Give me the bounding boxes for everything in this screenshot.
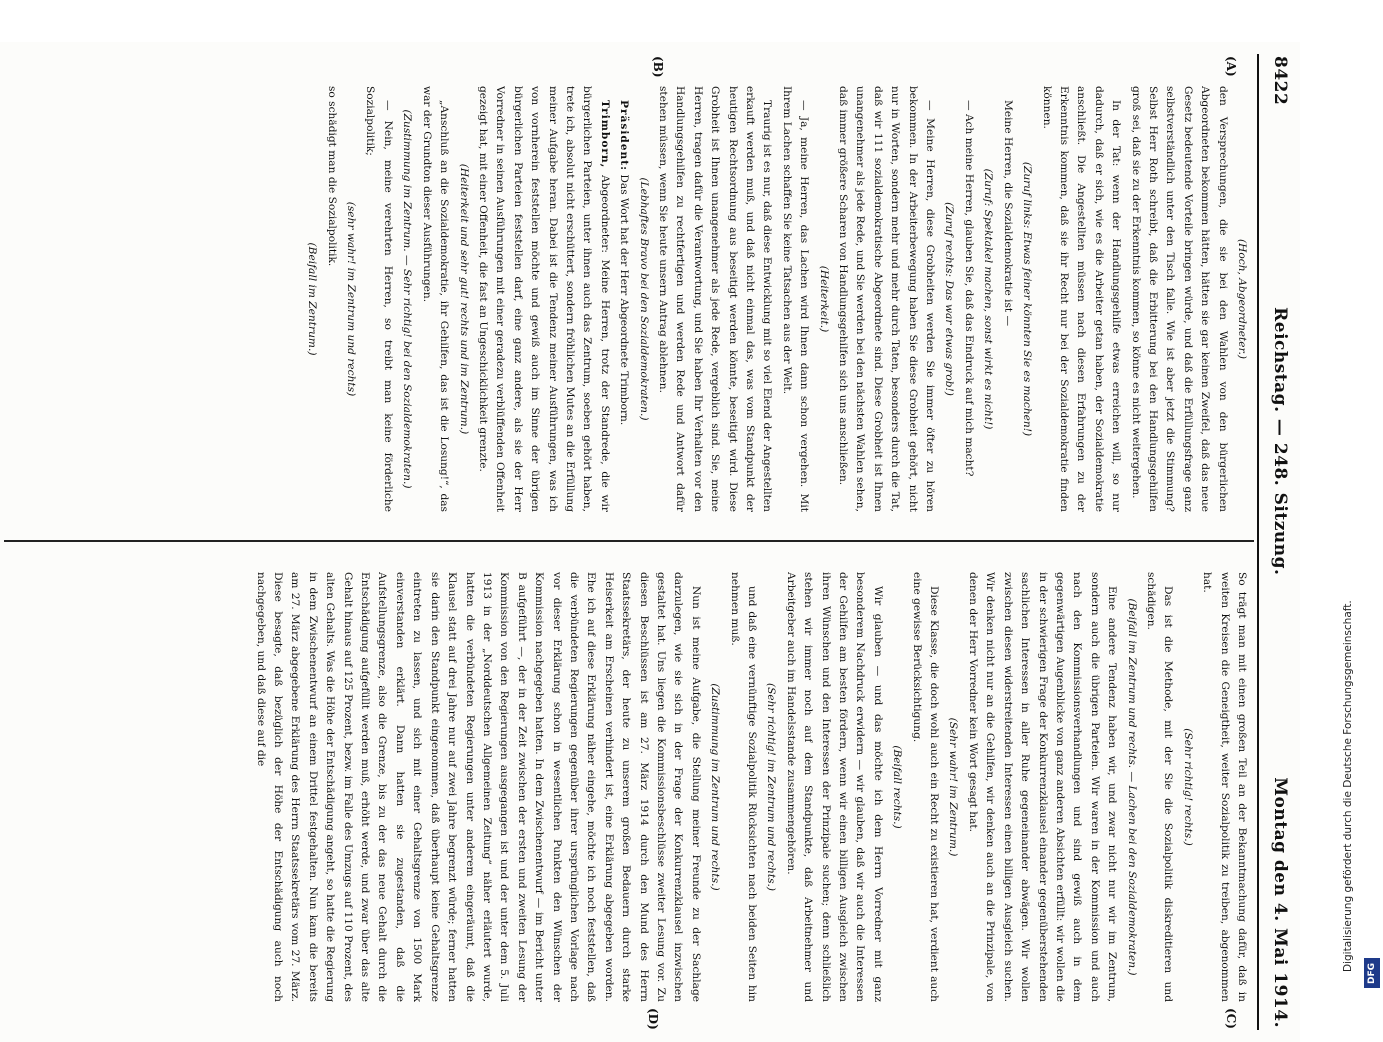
marker-a: (A) xyxy=(1224,56,1238,77)
paragraph-text: Meine Herren, die Sozialdemokratie ist — xyxy=(1001,100,1014,327)
paragraph-text: Nun ist meine Aufgabe, die Stellung meiner Freunde zu der Sachlage darzulegen, wie sie sich in der Frage der Konkurrenzklausel inzwischen gestaltet hat. Uns liegen die Kommissionsbeschlüsse zweiter Lesung vor. Zu diesen Beschlüssen ist am 27. März 1914 durch den Mund des Herrn Staatssekretärs, der heute zu unserem großen Bedauern durch starke Heiserkeit am Erscheinen verhindert ist, eine Erklärung abgegeben worden. Ehe ich auf diese Erklärung näher eingehe, möchte ich noch feststellen, daß die verbündeten Regierungen gegenüber ihrer ursprünglichen Vorlage nach vor dieser Erklärung schon in wesentlichen Punkten den Wünschen der Kommission nachgegeben hatten. In dem Zwischenentwurf — im Bericht unter B aufgeführt —, der in der Zeit zwischen der ersten und zweiten Lesung der Kommission von den Regierungen ausgegangen ist und der unter dem 5. Juli 1913 in der „Norddeutschen Allgemeinen Zeitung“ näher erläutert wurde, hatten die verbündeten Regierungen unter anderem eingeräumt, daß die Klausel statt auf drei Jahre nur auf zwei Jahre begrenzt würde; ferner hatten sie darin den Standpunkt eingenommen, daß überhaupt keine Gehaltsgrenze eintreten zu lassen, und sich mit einer Gehaltsgrenze von 1500 Mark einverstanden erklärt. Dann hatten sie zugestanden, daß die Aufstellungsgrenze, also die Grenze, bis zu der das neue Gehalt durch die Entschädigung aufgefüllt werden muß, erhöht werde, und zwar über das alte Gehalt hinaus auf 125 Prozent, bezw. im Falle des Umzugs auf 110 Prozent, des alten Gehalts. Was die Höhe der Entschädigung angeht, so hatte die Regierung in dem Zwischenentwurf an einem Drittel festgehalten. Nun kam die bereits am 27. März abgegebene Erklärung des Herrn Staatssekretärs vom 27. März. Diese besagte, daß bezüglich der Höhe der Entschädigung auch noch nachgegeben, und daß diese auf die xyxy=(254,572,702,1002)
interjection xyxy=(940,86,957,512)
digitization-note-text: Digitalisierung gefördert durch die Deutsche Forschungsgemeinschaft. xyxy=(1342,600,1354,972)
header-rule xyxy=(1257,54,1259,1030)
paragraph-text: Traurig ist es nur, daß diese Entwicklung mit so viel Elend der Angestellten erkauft werden muß, und daß nicht einmal das, was vom Standpunkt der heutigen Rechtsordnung aus beseitigt werden könnte, beseitigt wird. Diese Grobheit ist Ihnen unangenehmer als jede Rede, vergeblich sind. Sie, meine Herren, tragen dafür die Verantwortung, und Sie haben Ihr Verhalten vor den Handlungsgehilfen zu rechtfertigen und werden Rede und Antwort dafür stehen müssen, wenn Sie heute unsern Antrag ablehnen. xyxy=(657,86,774,512)
paragraph-text: (Zustimmung im Zentrum. — Sehr richtig! bei den Sozialdemokraten.) xyxy=(401,109,414,489)
paragraph-text: (Beifall im Zentrum.) xyxy=(306,242,319,356)
paragraph-text: (Sehr richtig! im Zentrum und rechts.) xyxy=(765,682,778,892)
interjection xyxy=(706,572,723,1002)
interjection xyxy=(888,572,905,1002)
paragraph xyxy=(1037,86,1124,512)
paragraph xyxy=(960,86,977,512)
paragraph xyxy=(998,86,1015,512)
left-column xyxy=(10,86,1250,512)
paragraph xyxy=(322,86,339,512)
paragraph-text: (Sehr wahr! im Zentrum.) xyxy=(947,717,960,857)
interjection xyxy=(342,86,359,512)
paragraph xyxy=(1142,572,1177,1002)
paragraph xyxy=(361,86,396,512)
column-divider xyxy=(4,540,1254,542)
paragraph xyxy=(907,572,942,1002)
paragraph-text: Abgeordneter: Meine Herren, trotz der Standrede, die wir bürgerlichen Parteien, unter ihnen auch das Zentrum, soeben gehört haben, trete ich, absolut nicht erschüttert, sondern fröhlichen Mutes an die Erfüllung meiner Aufgabe heran. Dabei ist die Tendenz meiner Ausführungen, was ich von vornherein feststellen möchte und gewiß auch im Sinne der übrigen bürgerlichen Parteien feststellen darf, eine ganz andere, als sie der Herr Vorredner in seinen Ausführungen mit einer geradezu verblüffenden Offenheit gezeigt hat, mit einer Offenheit, die fast an Ungeschicklichkeit grenzte. xyxy=(476,86,611,512)
interjection xyxy=(944,572,961,1002)
speaker-name: Präsident: xyxy=(618,100,631,172)
paragraph-text: (Zuruf: Spektakel machen, sonst wirkt es nicht!) xyxy=(982,168,995,430)
interjection xyxy=(398,86,415,512)
paragraph-text: Eine andere Tendenz haben wir, und zwar nicht nur wir im Zentrum, sondern auch die übrigen Parteien. Wir waren in der Kommission und auch nach den Kommissionsverhandlungen und sind gewiß auch in dem gegenwärtigen Augenblicke von ganz anderen Absichten erfüllt: wir wollen die in der schwierigen Frage der Konkurrenzklausel einander gegenüberstehenden sachlichen Interessen in aller Ruhe gegeneinander abwägen. Wir wollen zwischen diesen widerstreitenden Interessen einen billigen Ausgleich suchen. Wir denken nicht nur an die Gehilfen, wir denken auch an die Prinzipale, von denen der Herr Vorredner kein Wort gesagt hat. xyxy=(966,572,1119,1002)
paragraph-text: So trägt man mit einen großen Teil an der Bekanntmachung dafür, daß in weiten Kreisen die Geneigtheit, weiter Sozialpolitik zu treiben, abgenommen hat. xyxy=(1201,572,1248,1002)
paragraph-text: (Zuruf links: Etwas feiner könnten Sie es machen!) xyxy=(1021,161,1034,437)
paragraph-text: (Sehr richtig! rechts.) xyxy=(1181,728,1194,846)
interjection xyxy=(303,86,320,512)
interjection xyxy=(634,86,651,512)
paragraph-text: — Ach meine Herren, glauben Sie, daß das Eindruck auf mich macht? xyxy=(962,100,975,477)
paragraph-text: (Lebhaftes Bravo bei den Sozialdemokraten.) xyxy=(637,177,650,421)
newspaper-page xyxy=(0,42,1300,1042)
speaker-name: Trimborn, xyxy=(598,100,611,169)
paragraph-text: — Meine Herren, diese Grobheiten werden Sie immer öfter zu hören bekommen. In der Arbeiterbewegung haben Sie diese Grobheit gehört, nicht nur in Worten, sondern mehr und mehr durch Taten, besonders durch die Tat, daß wir 111 sozialdemokratische Abgeordnete sind. Diese Grobheit ist Ihnen unangenehmer als jede Rede, und Sie werden bei den nächsten Wahlen sehen, daß immer größere Scharen von Handlungsgehilfen sich uns anschließen. xyxy=(837,86,937,512)
interjection xyxy=(979,86,996,512)
marker-b: (B) xyxy=(651,56,665,78)
paragraph xyxy=(251,572,704,1002)
page-number: 8422 xyxy=(1270,56,1290,106)
paragraph-text: — Ja, meine Herren, das Lachen wird Ihnen dann schon vergehen. Mit Ihrem Lachen schaffen Sie keine Tatsachen aus der Welt. xyxy=(780,86,811,512)
paragraph xyxy=(615,86,632,512)
paragraph-text: — Nein, meine verehrten Herren, so treibt man keine förderliche Sozialpolitik; xyxy=(364,86,394,512)
paragraph-text: den Versprechungen, die sie bei den Wahlen von den bürgerlichen Abgeordneten bekommen hätten, hätten sie gar keinen Zweifel, daß das neue Gesetz bedeutende Vorteile bringen würde, und daß die Erfüllungsfrage ganz selbstverständlich unter den Tisch falle. Wie ist aber jetzt die Stimmung? Selbst Herr Roth schreibt, daß die Erbitterung bei den Handlungsgehilfen groß sei, daß sie zu der Erkenntnis kommen, so könne es nicht weitergehen. xyxy=(1129,86,1229,512)
paragraph xyxy=(777,86,812,512)
paragraph xyxy=(1126,86,1230,512)
paragraph-text: Wir glauben — und das möchte ich dem Herrn Vorredner mit ganz besonderem Nachdruck erwidern — wir glauben, daß wir auch die Interessen der Gehilfen am besten fördern, wenn wir einen billigen Ausgleich zwischen ihren Wünschen und den Interessen der Prinzipale suchen; denn schließlich stehen wir immer noch auf dem Standpunkte, daß Arbeitnehmer und Arbeitgeber auch im Handelsstande zusammengehören. xyxy=(784,572,884,1002)
paragraph xyxy=(781,572,885,1002)
interjection xyxy=(1018,86,1035,512)
paragraph xyxy=(654,86,776,512)
paragraph-text: (Zustimmung im Zentrum und rechts.) xyxy=(709,683,722,891)
paragraph xyxy=(725,572,760,1002)
right-column xyxy=(10,572,1250,1002)
interjection xyxy=(762,572,779,1002)
paragraph-text: „Anschluß an die Sozialdemokratie, ihr Gehilfen, das ist die Losung!“, das war der Grundton dieser Ausführungen. xyxy=(420,86,451,512)
paragraph-text: und daß eine vernünftige Sozialpolitik Rücksichten nach beiden Seiten hin nehmen muß. xyxy=(728,572,759,1002)
paragraph-text: (Beifall im Zentrum und rechts. — Lachen bei den Sozialdemokraten.) xyxy=(1125,598,1138,976)
marker-c: (C) xyxy=(1224,1008,1238,1029)
interjection xyxy=(1122,572,1139,1002)
interjection xyxy=(1233,86,1250,512)
session-date: Montag den 4. Mai 1914. xyxy=(1270,777,1290,1028)
interjection xyxy=(814,86,831,512)
paragraph xyxy=(834,86,938,512)
paragraph xyxy=(417,86,452,512)
paragraph-text: Diese Klasse, die doch wohl auch ein Recht zu existieren hat, verdient auch eine gewisse Berücksichtigung. xyxy=(910,572,941,1002)
paragraph-text: (Zuruf rechts: Das war etwas grob!) xyxy=(943,202,956,396)
paragraph-text: so schädigt man die Sozialpolitik. xyxy=(325,86,338,267)
paragraph-text: (sehr wahr! im Zentrum und rechts) xyxy=(345,201,358,397)
paragraph-text: (Heiterkeit und sehr gut! rechts und im Zentrum.) xyxy=(457,163,470,435)
page-title: Reichstag. — 248. Sitzung. xyxy=(1270,307,1290,576)
paragraph-text: (Heiterkeit.) xyxy=(817,265,830,333)
interjection xyxy=(454,86,471,512)
paragraph-text: (Beifall rechts.) xyxy=(891,745,904,829)
digitization-note xyxy=(1338,28,1358,972)
paragraph xyxy=(1198,572,1250,1002)
paragraph-text: In der Tat: wenn der Handlungsgehilfe etwas erreichen will, so nur dadurch, daß er sich, wie es die Arbeiter getan haben, der Sozialdemokratie anschließt. Die Angestellten müssen nach diesen Erfahrungen zu der Erkenntnis kommen, daß sie ihr Recht nur bei der Sozialdemokratie finden können. xyxy=(1040,86,1123,512)
paragraph xyxy=(964,572,1121,1002)
paragraph xyxy=(474,86,613,512)
paragraph-text: Das ist die Methode, mit der Sie die Sozialpolitik diskreditieren und schädigen. xyxy=(1144,572,1175,1002)
page-header xyxy=(1260,56,1300,1028)
paragraph-text: (Hoch, Abgeordneter.) xyxy=(1236,239,1248,359)
dfg-logo: DFG xyxy=(1364,958,1380,988)
interjection xyxy=(1178,572,1195,1002)
paragraph-text: Das Wort hat der Herr Abgeordnete Trimborn. xyxy=(618,171,631,426)
marker-d: (D) xyxy=(646,1008,660,1030)
